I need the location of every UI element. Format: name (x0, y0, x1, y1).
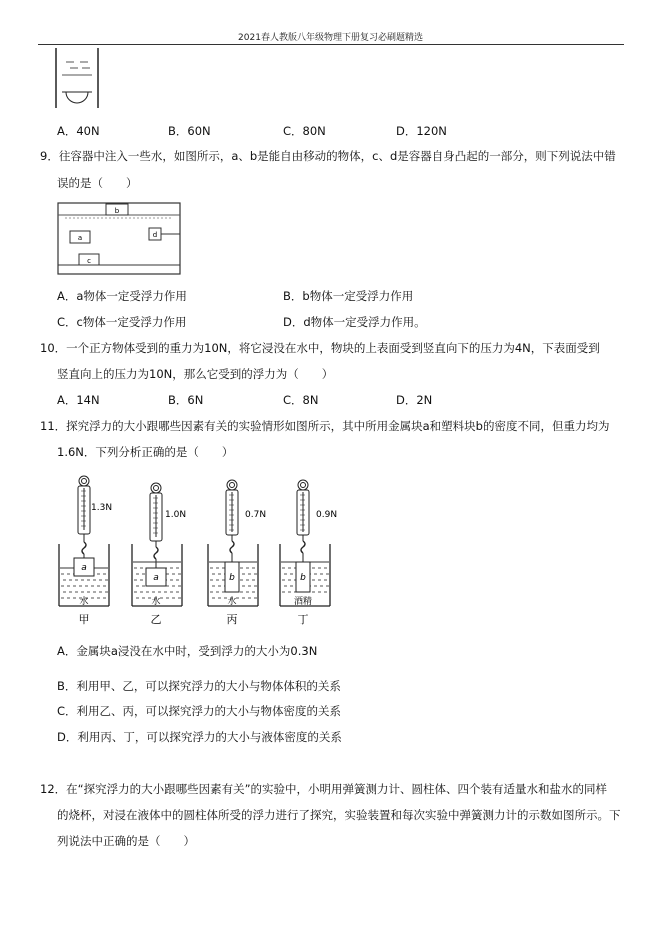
block-ding: b (300, 573, 306, 583)
q10-stem-line2: 竖直向上的压力为10N，那么它受到的浮力为（ ） (57, 367, 334, 381)
q9-stem-line1: 9．往容器中注入一些水，如图所示，a、b是能自由移动的物体，c、d是容器自身凸起的一部分，则下列说法中错 (40, 149, 616, 163)
q11-option-d[interactable]: D．利用丙、丁，可以探究浮力的大小与液体密度的关系 (57, 730, 342, 744)
setup-ding (280, 474, 355, 626)
q8-option-a[interactable]: A．40N (57, 124, 100, 138)
block-jia: a (81, 563, 87, 573)
q9-figure (57, 202, 183, 276)
q11-option-b[interactable]: B．利用甲、乙，可以探究浮力的大小与物体体积的关系 (57, 679, 341, 693)
q10-option-b[interactable]: B．6N (168, 393, 204, 407)
q8-option-d[interactable]: D．120N (396, 124, 447, 138)
q9-option-d[interactable]: D．d物体一定受浮力作用。 (283, 315, 426, 329)
q10-option-a[interactable]: A．14N (57, 393, 100, 407)
page-header: 2021春人教版八年级物理下册复习必刷题精选 (238, 33, 423, 43)
setup-bing (205, 474, 280, 626)
reading-jia: 1.3N (91, 503, 113, 513)
q9-option-b[interactable]: B．b物体一定受浮力作用 (283, 289, 414, 303)
liquid-ding: 酒精 (293, 597, 313, 607)
liquid-yi: 水 (151, 597, 161, 607)
block-yi: a (153, 573, 159, 583)
q12-stem-line2: 的烧杯，对浸在液体中的圆柱体所受的浮力进行了探究，实验装置和每次实验中弹簧测力计的示数如图所示。下 (57, 808, 621, 822)
q10-option-d[interactable]: D．2N (396, 393, 433, 407)
reading-yi: 1.0N (165, 510, 187, 520)
liquid-jia: 水 (79, 597, 89, 607)
q10-stem-line1: 10．一个正方物体受到的重力为10N，将它浸没在水中，物块的上表面受到竖直向下的压力为4N，下表面受到 (40, 341, 600, 355)
q9-label-a: a (77, 234, 83, 242)
q8-option-b[interactable]: B．60N (168, 124, 211, 138)
caption-bing: 丙 (226, 613, 238, 626)
caption-yi: 乙 (150, 613, 162, 626)
q11-stem-line1: 11．探究浮力的大小跟哪些因素有关的实验情形如图所示，其中所用金属块a和塑料块b的密度不同，但重力均为 (40, 419, 610, 433)
q9-label-b: b (114, 207, 120, 215)
q12-stem-line3: 列说法中正确的是（ ） (57, 834, 195, 848)
header-rule (38, 44, 624, 45)
q9-option-c[interactable]: C．c物体一定受浮力作用 (57, 315, 187, 329)
q8-figure (52, 48, 112, 110)
q11-option-a[interactable]: A．金属块a浸没在水中时，受到浮力的大小为0.3N (57, 644, 318, 658)
q9-label-c: c (87, 257, 91, 265)
setup-jia (55, 474, 130, 626)
q9-stem-line2: 误的是（ ） (57, 176, 138, 190)
q9-label-d: d (152, 231, 158, 239)
setup-yi (130, 474, 205, 626)
q11-figure (55, 474, 355, 626)
liquid-bing: 水 (227, 597, 237, 607)
q9-option-a[interactable]: A．a物体一定受浮力作用 (57, 289, 187, 303)
reading-bing: 0.7N (245, 510, 267, 520)
reading-ding: 0.9N (316, 510, 338, 520)
caption-ding: 丁 (297, 613, 309, 626)
q8-option-c[interactable]: C．80N (283, 124, 326, 138)
q11-stem-line2: 1.6N．下列分析正确的是（ ） (57, 445, 234, 459)
caption-jia: 甲 (78, 613, 90, 626)
q11-option-c[interactable]: C．利用乙、丙，可以探究浮力的大小与物体密度的关系 (57, 704, 342, 718)
block-bing: b (229, 573, 235, 583)
q10-option-c[interactable]: C．8N (283, 393, 319, 407)
q12-stem-line1: 12．在“探究浮力的大小跟哪些因素有关”的实验中，小明用弹簧测力计、圆柱体、四个装有适量水和盐水的同样 (40, 782, 608, 796)
